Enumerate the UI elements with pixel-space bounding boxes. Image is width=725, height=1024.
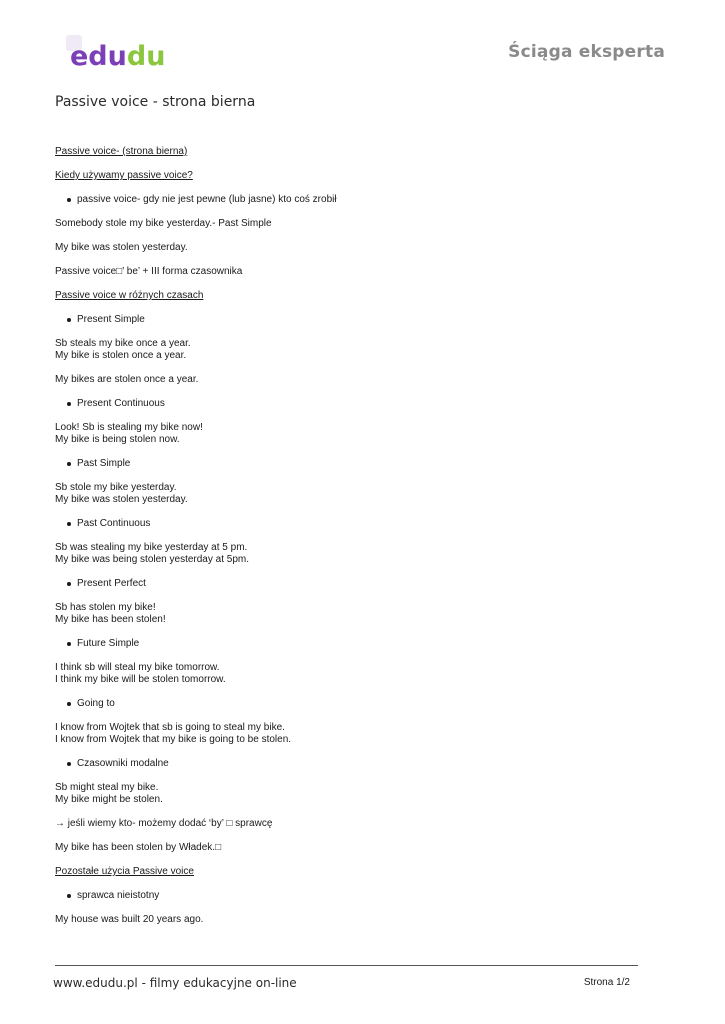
- document-body: [55, 146, 655, 926]
- body-text: My bikes are stolen once a year.: [55, 374, 199, 385]
- bullet-item: sprawca nieistotny: [55, 890, 655, 902]
- body-text: I know from Wojtek that my bike is going to be stolen.: [55, 734, 292, 745]
- body-text: I think my bike will be stolen tomorrow.: [55, 674, 226, 685]
- bullet-item: Present Continuous: [55, 398, 655, 410]
- footer-divider: [55, 965, 638, 966]
- page-number: Strona 1/2: [583, 977, 630, 988]
- section-heading: Pozostałe użycia Passive voice: [55, 866, 194, 877]
- brand-tagline: Ściąga eksperta: [508, 42, 665, 62]
- bullet-item: Present Perfect: [55, 578, 655, 590]
- body-text: Sb was stealing my bike yesterday at 5 pm.: [55, 542, 248, 553]
- body-text: Look! Sb is stealing my bike now!: [55, 422, 203, 433]
- body-text: I think sb will steal my bike tomorrow.: [55, 662, 220, 673]
- body-text: Sb steals my bike once a year.: [55, 338, 191, 349]
- body-text: My bike was stolen yesterday.: [55, 494, 188, 505]
- body-text: I know from Wojtek that sb is going to steal my bike.: [55, 722, 285, 733]
- body-text: My bike was being stolen yesterday at 5pm.: [55, 554, 249, 565]
- section-heading: Passive voice w różnych czasach: [55, 290, 204, 301]
- body-text: Passive voice□’ be’ + III forma czasownika: [55, 266, 243, 277]
- bullet-item: Future Simple: [55, 638, 655, 650]
- body-text: My bike might be stolen.: [55, 794, 163, 805]
- bullet-item: Past Continuous: [55, 518, 655, 530]
- edudu-logo[interactable]: [64, 33, 176, 75]
- body-text: Somebody stole my bike yesterday.- Past Simple: [55, 218, 272, 229]
- page-title: Passive voice - strona bierna: [55, 94, 256, 110]
- body-text: Sb might steal my bike.: [55, 782, 159, 793]
- body-text: My house was built 20 years ago.: [55, 914, 204, 925]
- body-text: My bike is stolen once a year.: [55, 350, 187, 361]
- body-text: Sb has stolen my bike!: [55, 602, 156, 613]
- footer-site-link[interactable]: www.edudu.pl - filmy edukacyjne on-line: [53, 976, 297, 990]
- section-heading: Kiedy używamy passive voice?: [55, 170, 193, 181]
- bullet-item: Going to: [55, 698, 655, 710]
- bullet-item: passive voice- gdy nie jest pewne (lub jasne) kto coś zrobił: [55, 194, 655, 206]
- bullet-item: Czasowniki modalne: [55, 758, 655, 770]
- logo-text: edudu: [70, 41, 166, 72]
- body-text: My bike is being stolen now.: [55, 434, 180, 445]
- body-text: My bike has been stolen!: [55, 614, 166, 625]
- bullet-item: Present Simple: [55, 314, 655, 326]
- body-text: → jeśli wiemy kto- możemy dodać ‘by’ □ sprawcę: [55, 818, 273, 829]
- section-heading: Passive voice- (strona bierna): [55, 146, 188, 157]
- body-text: Sb stole my bike yesterday.: [55, 482, 177, 493]
- body-text: My bike was stolen yesterday.: [55, 242, 188, 253]
- body-text: My bike has been stolen by Władek.□: [55, 842, 222, 853]
- bullet-item: Past Simple: [55, 458, 655, 470]
